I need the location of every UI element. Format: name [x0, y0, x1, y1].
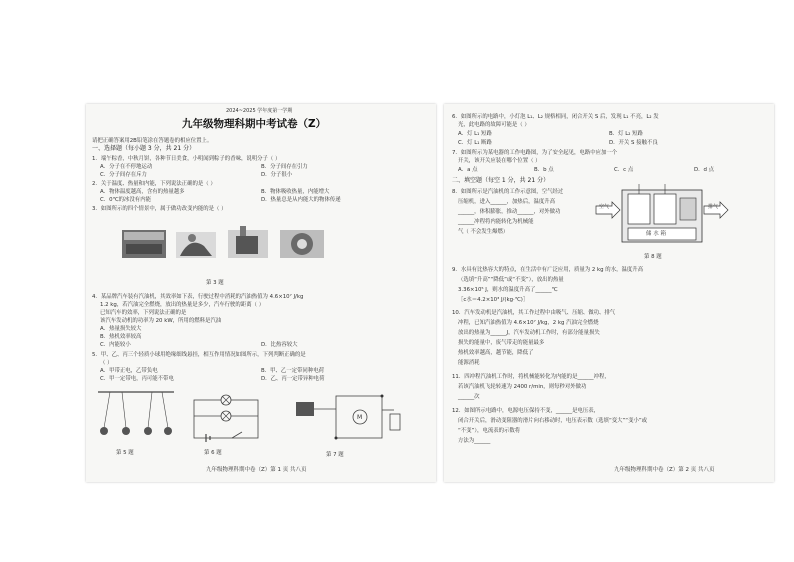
question-3: 3．如图所示的四个情景中，属于做功改变内能的是（ ） — [92, 206, 227, 212]
figure-5-charged-balls — [96, 388, 176, 448]
fig8-exhaust-label: 排气 — [708, 204, 719, 210]
q2-option-a: A．物体温度越高，含有的热量越多 — [100, 189, 185, 195]
q2-option-d: D．热量总是从内能大的物体传递 — [261, 197, 341, 203]
question-9: 9．水具有比热容大的特点，在生活中有广泛应用，质量为 2 kg 的水，温度升高 — [452, 267, 644, 273]
q2-option-b: B．物体吸收热量，内能增大 — [261, 189, 330, 195]
q5-option-d: D．乙、丙一定带异种电荷 — [261, 376, 325, 382]
q8-line-3: ______，体积膨胀，推动______，对外做功 — [458, 209, 561, 215]
q7-option-b: B．b 点 — [534, 167, 554, 173]
q4-line-2: 1.2 kg，若汽油完全燃烧，放出的热量是多少，汽车行驶的距离（ ） — [100, 302, 265, 308]
figure-6-caption: 第 6 题 — [204, 450, 222, 456]
school-year-line: 2024~2025 学年度第一学期 — [226, 108, 293, 114]
svg-text:M: M — [357, 414, 363, 421]
page-1-footer: 九年级物理科期中卷（Z）第 1 页 共八页 — [206, 467, 307, 473]
q12-line-3: “不变”），电流表的示数将 — [458, 428, 521, 434]
instruction-note: 请把正确答案用2B铅笔涂在答题卷的相应位置上。 — [92, 138, 213, 144]
q6-option-b: B．灯 L₂ 短路 — [609, 131, 643, 137]
question-2: 2．关于温度、热量和内能，下列说法正确的是（ ） — [92, 181, 216, 187]
q6-line-2: 光，此电路的故障可能是（ ） — [458, 122, 530, 128]
q9-line-2: （选填“升高”“降低”或“不变”），放出的热量 — [458, 277, 564, 283]
q5-option-a: A．甲带正电，乙带负电 — [100, 368, 158, 374]
question-10: 10．汽车发动机是汽油机，其工作过程中由吸气、压缩、做功、排气 — [452, 310, 616, 316]
question-11: 11．四冲程汽油机工作时，将机械能转化为内能的是______冲程， — [452, 374, 610, 380]
figure-6-circuit — [186, 392, 266, 450]
figure-5-caption: 第 5 题 — [116, 450, 134, 456]
exam-title: 九年级物理科期中考试卷（Z） — [182, 118, 327, 130]
exam-page-2 — [444, 104, 774, 482]
fig8-air-label: 空气 — [599, 204, 610, 210]
section-1-heading: 一、选择题（每小题 3 分，共 21 分） — [92, 145, 196, 152]
q10-line-2: 冲程，已知汽油热值为 4.6×10⁷ J/kg，2 kg 汽油完全燃烧 — [458, 320, 599, 326]
q5-option-c: C．甲一定带电，丙可能不带电 — [100, 376, 174, 382]
q4-line-8: D．比热容较大 — [261, 342, 298, 348]
q10-line-4: 损失的能量中，废气带走的能量最多 — [458, 340, 545, 346]
q6-option-d: D．开关 S 接触不良 — [609, 140, 658, 146]
q8-line-2: 压缩机，进入______，加热后，温度升高 — [458, 199, 556, 205]
q10-line-6: 能源消耗 — [458, 360, 480, 366]
q4-line-7: C．内能较小 — [100, 342, 131, 348]
q12-line-4: 方法为______ — [458, 438, 491, 444]
question-7: 7．如图所示为某电器的工作电路图，为了安全起见，电路中应加一个 — [452, 150, 618, 156]
question-4: 4．某品牌汽车装有汽油机，其效率如下表，行驶过程中消耗的汽油热值为 4.6×10⁷ J/kg — [92, 294, 304, 300]
q11-line-2: 若该汽油机飞轮转速为 2400 r/min，则每秒对外做功 — [458, 384, 587, 390]
page-2-footer: 九年级物理科期中卷（Z）第 2 页 共八页 — [614, 467, 715, 473]
figure-8-caption: 第 8 题 — [644, 254, 662, 260]
section-2-heading: 二、填空题（每空 1 分，共 21 分） — [452, 177, 550, 184]
question-1: 1．端午粽香，中秋月饼，各种节日美食，小明闻到粽子的香味，说明分子（ ） — [92, 156, 281, 162]
q4-line-3: 已知汽车的效率，下列说法正确的是 — [100, 310, 187, 316]
q7-line-2: 开关，该开关应装在哪个位置（ ） — [458, 158, 541, 164]
exam-page-1 — [86, 104, 436, 482]
question-6: 6．如图所示的电路中，小灯泡 L₁、L₂ 规格相同，闭合开关 S 后，发现 L₁ 不亮，L₂ 发 — [452, 114, 659, 120]
q10-line-3: 放出的热量为______J，汽车发动机工作时，有部分能量损失 — [458, 330, 600, 336]
q8-line-4: ______冲程将内能转化为机械能 — [458, 219, 534, 225]
q6-option-a: A．灯 L₁ 短路 — [458, 131, 492, 137]
fig3-scene-c — [228, 226, 268, 258]
figure-3-caption: 第 3 题 — [206, 280, 224, 286]
q6-option-c: C．灯 L₁ 断路 — [458, 140, 492, 146]
q7-option-c: C．c 点 — [614, 167, 634, 173]
q12-line-2: 闭合开关后，滑动变阻器的滑片向右移动时，电压表示数（选填“变大”“变小”或 — [458, 418, 648, 424]
q1-option-d: D．分子很小 — [261, 172, 293, 178]
figure-7-circuit — [286, 390, 406, 450]
fig3-scene-a — [122, 230, 166, 258]
q11-line-3: ______次 — [458, 394, 480, 400]
q4-line-4: 该汽车发动机的功率为 20 kW，所用的燃料是汽油 — [100, 318, 222, 324]
fig3-scene-d — [280, 230, 324, 258]
q1-option-c: C．分子间存在斥力 — [100, 172, 147, 178]
question-12: 12．如图所示电路中，电源电压保持不变，______是电压表， — [452, 408, 600, 414]
q4-line-6: B．热机效率较高 — [100, 334, 142, 340]
q7-option-a: A．a 点 — [458, 167, 478, 173]
figure-3-images — [120, 216, 340, 276]
q1-option-b: B．分子间存在引力 — [261, 164, 308, 170]
figure-7-caption: 第 7 题 — [326, 452, 344, 458]
question-8: 8．如图所示是汽油机的工作示意图，空气经过 — [452, 189, 564, 195]
q7-option-d: D．d 点 — [694, 167, 715, 173]
q9-line-3: 3.36×10⁵ J，则水的温度升高了______℃ — [458, 287, 558, 293]
q8-line-5: 气（ 不会发生爆燃） — [458, 229, 509, 235]
fig3-scene-b — [176, 232, 216, 258]
fig8-tank-label: 储 水 箱 — [646, 231, 666, 237]
q9-line-4: ［c水＝4.2×10³ J/(kg·℃)］ — [458, 297, 529, 303]
figure-8-diagram — [594, 180, 744, 250]
q5-option-b: B．甲、乙一定带同种电荷 — [261, 368, 324, 374]
q5-line-2: （ ） — [100, 360, 113, 366]
q2-option-c: C．0℃的冰没有内能 — [100, 197, 151, 203]
q4-line-5: A．热量损失较大 — [100, 326, 142, 332]
q10-line-5: 热机效率越高，越节能，降低了 — [458, 350, 534, 356]
q1-option-a: A．分子在不停地运动 — [100, 164, 153, 170]
question-5: 5．甲、乙、丙三个轻质小球用绝缘细线悬挂，相互作用情况如图所示，下列判断正确的是 — [92, 352, 306, 358]
